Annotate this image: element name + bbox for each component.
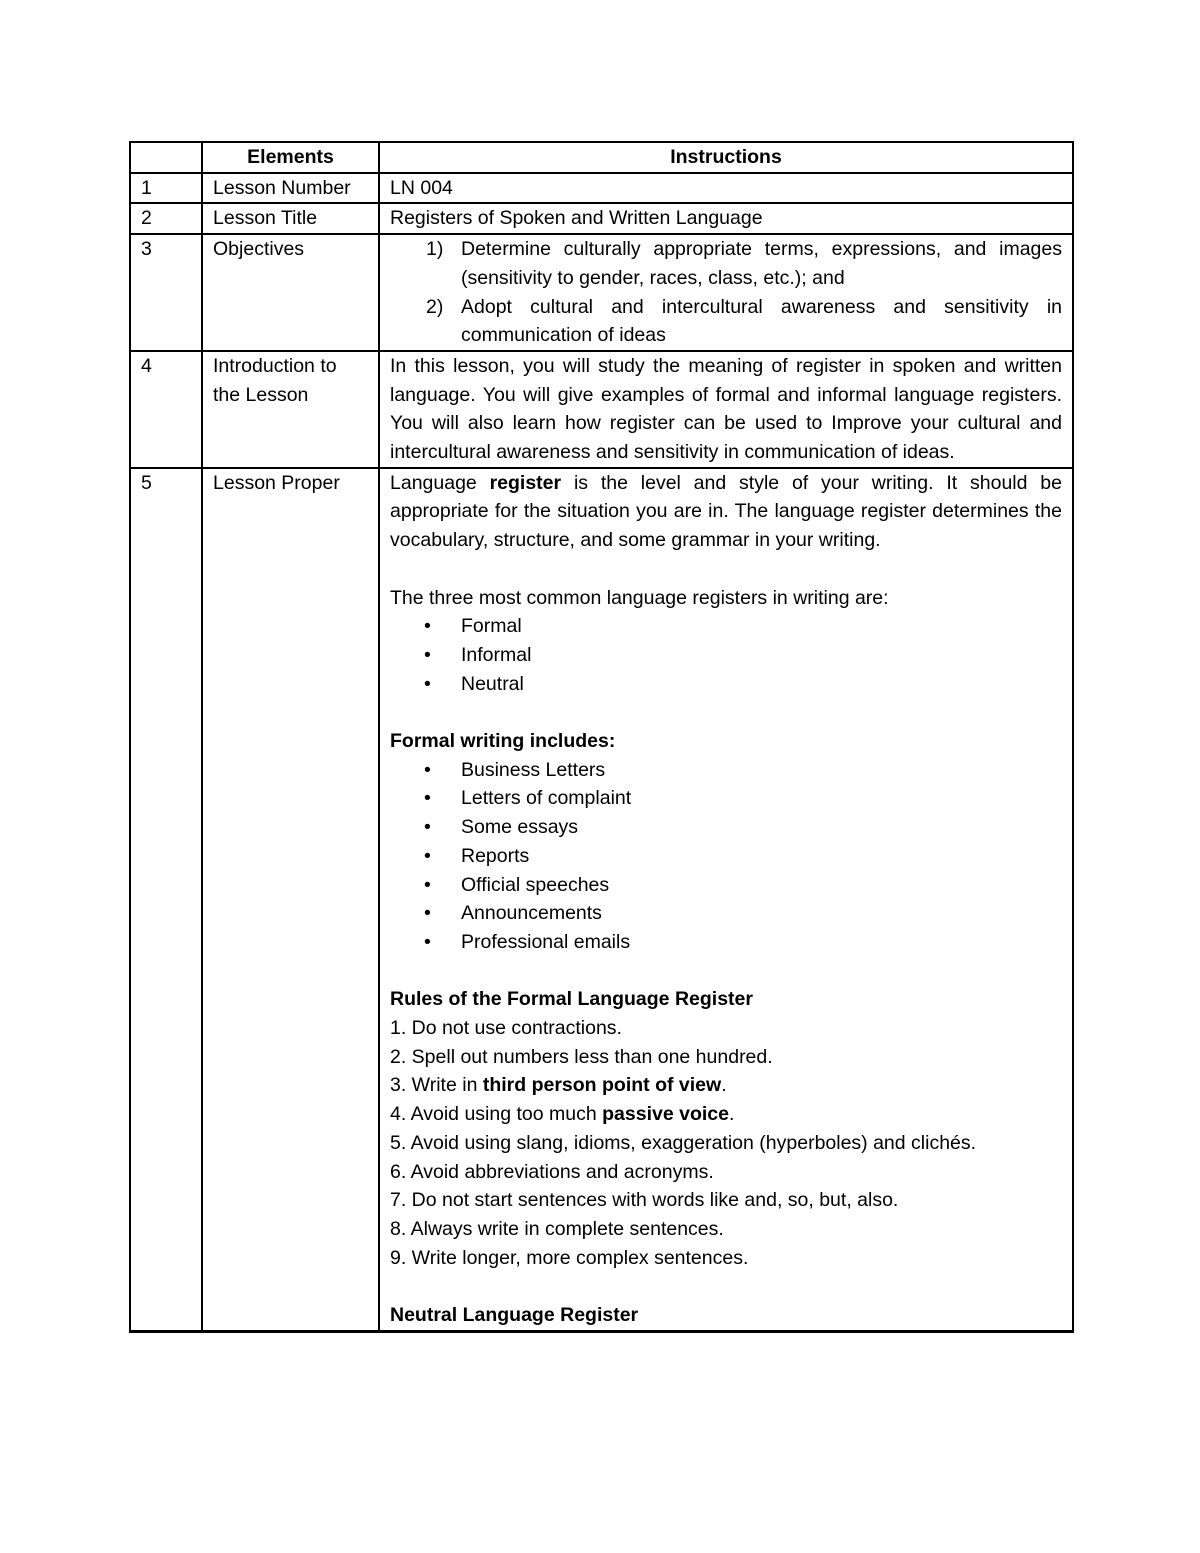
list-item [390, 871, 1062, 900]
rule-bold-term: passive voice [602, 1103, 729, 1126]
bullet-icon: • [424, 873, 431, 896]
row-instruction: LN 004 [379, 173, 1073, 204]
spacer [390, 1272, 1062, 1301]
bullet-icon: • [424, 787, 431, 810]
rule-item: 7. Do not start sentences with words like and, so, but, also. [390, 1189, 899, 1212]
objective-text: Determine culturally appropriate terms, expressions, and images (sensitivity to gender, races, class, etc.); and [461, 238, 1062, 289]
row-number: 3 [130, 234, 202, 351]
list-item-text: Professional emails [461, 930, 631, 953]
objective-item [390, 293, 1062, 350]
table-row [130, 351, 1073, 468]
header-elements: Elements [202, 142, 379, 173]
register-definition [390, 469, 1062, 555]
header-number-cell [130, 142, 202, 173]
rule-item: 2. Spell out numbers less than one hundred. [390, 1045, 773, 1068]
list-item-text: Business Letters [461, 758, 606, 781]
list-item-text: Informal [461, 643, 532, 666]
list-item [390, 813, 1062, 842]
rule-text: 4. Avoid using too much [390, 1103, 603, 1126]
bullet-icon: • [424, 844, 431, 867]
list-item [390, 612, 1062, 641]
objectives-list [390, 235, 1062, 350]
heading-text: Neutral Language Register [390, 1304, 639, 1327]
list-item-text: Reports [461, 844, 530, 867]
list-item-text: Some essays [461, 816, 579, 839]
spacer [390, 698, 1062, 727]
spacer [390, 555, 1062, 584]
list-item [390, 641, 1062, 670]
rule-bold-term: third person point of view [482, 1074, 722, 1097]
rules-heading [390, 985, 1062, 1014]
definition-bold-term: register [489, 471, 562, 494]
table-row [130, 234, 1073, 351]
common-registers-intro: The three most common language registers in writing are: [390, 586, 889, 609]
row-element: Lesson Number [202, 173, 379, 204]
list-item [390, 899, 1062, 928]
rule-item [390, 1100, 1062, 1129]
list-item [390, 842, 1062, 871]
definition-text: Language [390, 471, 490, 494]
table-row [130, 468, 1073, 1332]
list-item [390, 784, 1062, 813]
list-item-text: Announcements [461, 902, 602, 925]
bullet-icon: • [424, 930, 431, 953]
rule-item: 8. Always write in complete sentences. [390, 1217, 724, 1240]
rule-item: 5. Avoid using slang, idioms, exaggeration (hyperboles) and clichés. [390, 1131, 977, 1154]
row-element: Introduction to the Lesson [202, 351, 379, 468]
rule-item [390, 1071, 1062, 1100]
formal-writing-list [390, 756, 1062, 957]
header-instructions: Instructions [379, 142, 1073, 173]
common-registers-list [390, 612, 1062, 698]
bullet-icon: • [424, 615, 431, 638]
bullet-icon: • [424, 902, 431, 925]
list-item-text: Letters of complaint [461, 787, 632, 810]
row-instruction [379, 234, 1073, 351]
rule-item: 6. Avoid abbreviations and acronyms. [390, 1160, 714, 1183]
row-number: 1 [130, 173, 202, 204]
objective-text: Adopt cultural and intercultural awareness and sensitivity in communication of ideas [461, 295, 1062, 347]
list-item [390, 756, 1062, 785]
formal-writing-heading [390, 727, 1062, 756]
lesson-plan-table [129, 141, 1074, 1333]
row-instruction: Registers of Spoken and Written Language [379, 203, 1073, 234]
bullet-icon: • [424, 758, 431, 781]
list-item [390, 928, 1062, 957]
row-instruction: In this lesson, you will study the meaning of register in spoken and written language. You will give examples of formal and informal language registers. You will also learn how register can be used to Improve your cultural and intercultural awareness and sensitivity in communication of ideas. [379, 351, 1073, 468]
table-row [130, 203, 1073, 234]
row-instruction [379, 468, 1073, 1332]
neutral-register-heading [390, 1301, 1062, 1330]
objective-number: 1) [426, 238, 444, 261]
rule-item: 1. Do not use contractions. [390, 1017, 622, 1040]
bullet-icon: • [424, 816, 431, 839]
row-element: Lesson Proper [202, 468, 379, 1332]
bullet-icon: • [424, 672, 431, 695]
objective-number: 2) [426, 295, 444, 318]
rule-text: 3. Write in [390, 1074, 483, 1097]
definition-text: is the level and style of your writing. It should be appropriate for the situation you are in. The language register determines the vocabulary, structure, and some grammar in your writing. [390, 471, 1062, 552]
table-row [130, 173, 1073, 204]
rule-text: . [721, 1074, 727, 1097]
spacer [390, 957, 1062, 986]
heading-text: Rules of the Formal Language Register [390, 988, 753, 1011]
bullet-icon: • [424, 643, 431, 666]
list-item [390, 670, 1062, 699]
rules-list [390, 1014, 1062, 1272]
header-row [130, 142, 1073, 173]
heading-text: Formal writing includes: [390, 730, 616, 753]
row-number: 4 [130, 351, 202, 468]
list-item-text: Official speeches [461, 873, 610, 896]
list-item-text: Neutral [461, 672, 524, 695]
row-element: Objectives [202, 234, 379, 351]
rule-item: 9. Write longer, more complex sentences. [390, 1246, 749, 1269]
list-item-text: Formal [461, 615, 522, 638]
row-number: 2 [130, 203, 202, 234]
row-element: Lesson Title [202, 203, 379, 234]
objective-item [390, 235, 1062, 292]
rule-text: . [728, 1103, 735, 1126]
row-number: 5 [130, 468, 202, 1332]
